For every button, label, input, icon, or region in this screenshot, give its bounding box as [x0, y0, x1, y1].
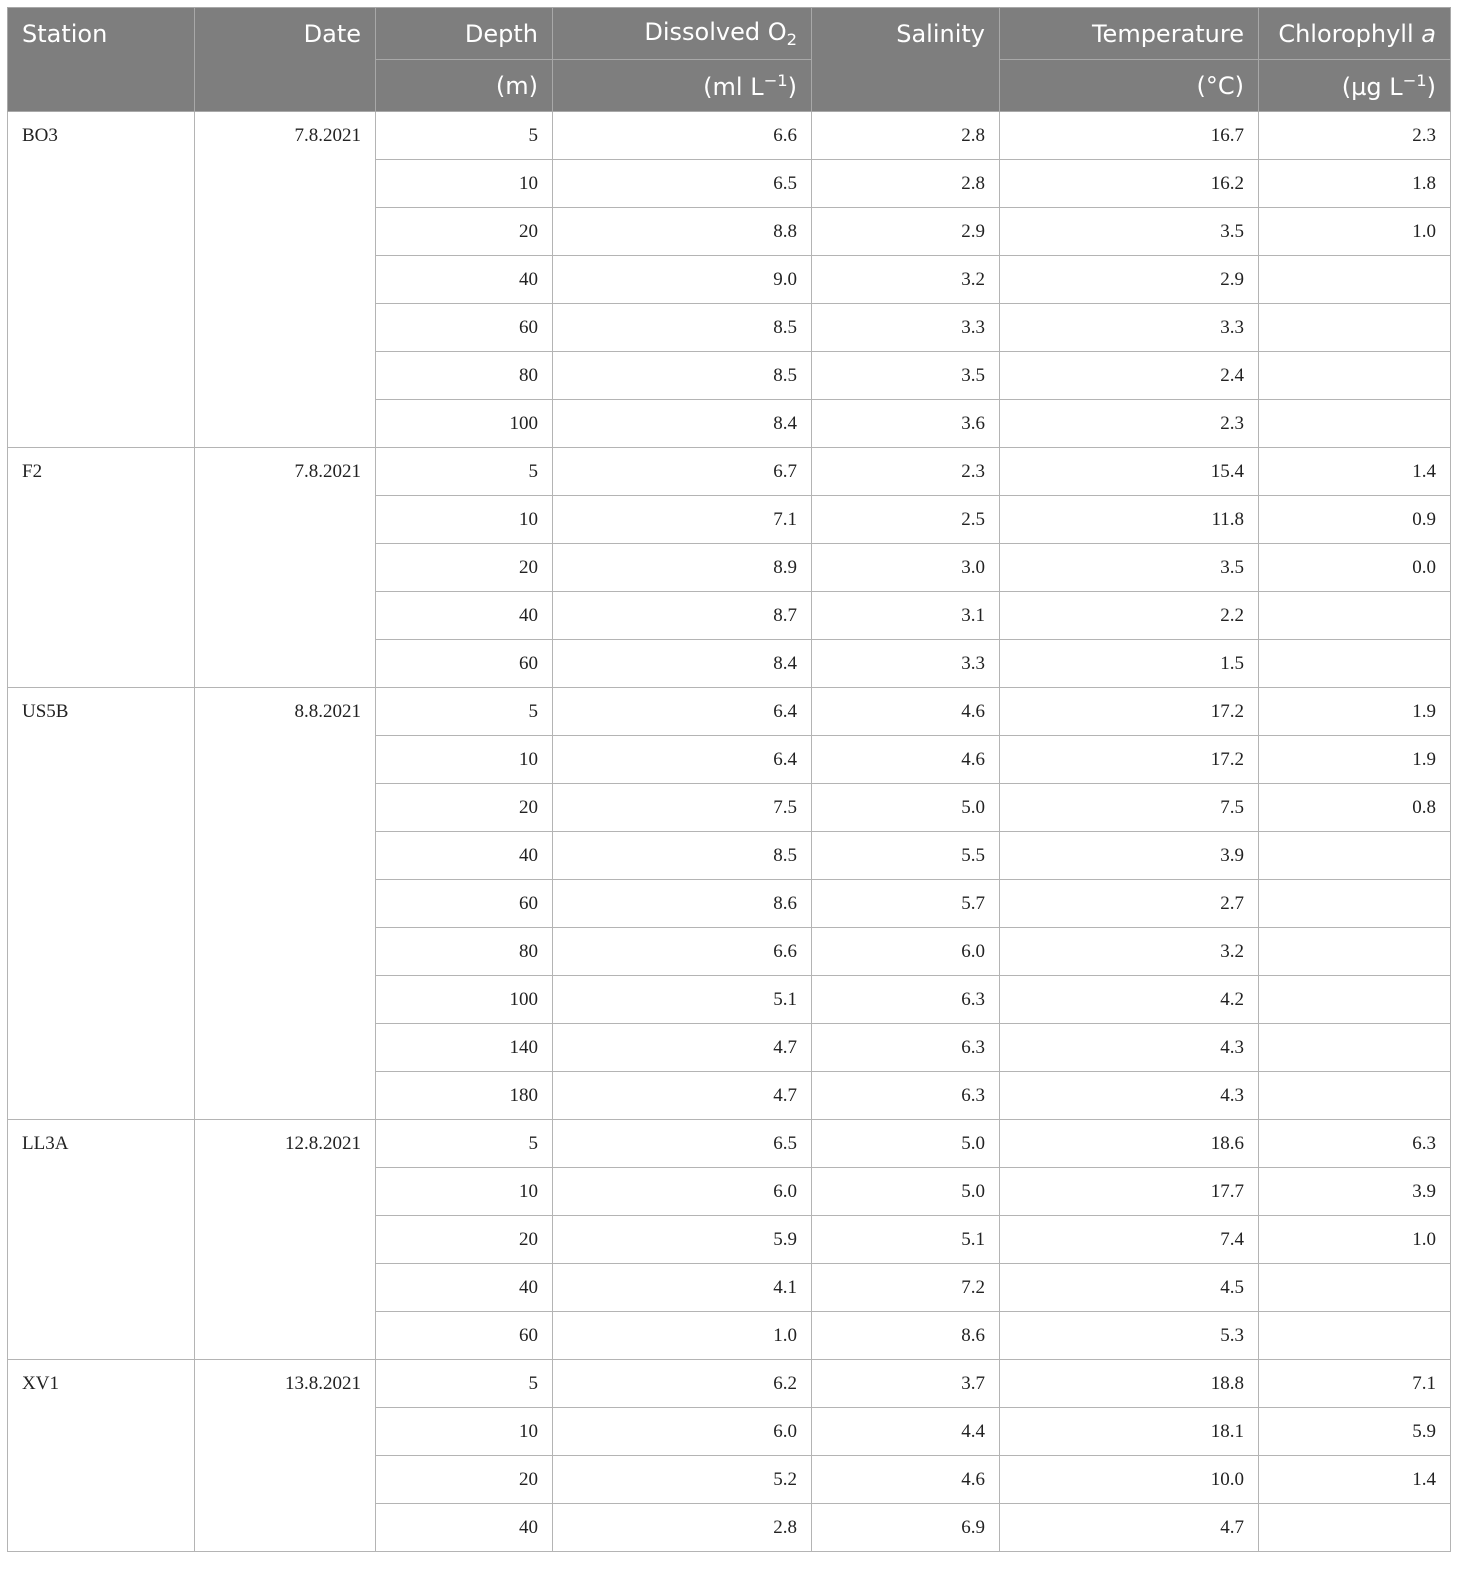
depth-cell: 40 [376, 1264, 553, 1312]
header-depth: Depth [376, 8, 553, 60]
depth-cell: 5 [376, 688, 553, 736]
chlorophyll-cell [1259, 304, 1451, 352]
temperature-cell: 4.5 [1000, 1264, 1259, 1312]
oxygen-cell: 5.1 [553, 976, 812, 1024]
chlorophyll-cell: 1.4 [1259, 448, 1451, 496]
oxygen-cell: 6.4 [553, 688, 812, 736]
temperature-cell: 18.6 [1000, 1120, 1259, 1168]
depth-cell: 10 [376, 160, 553, 208]
salinity-cell: 5.7 [812, 880, 1000, 928]
table-row [8, 448, 1451, 496]
oxygen-cell: 7.1 [553, 496, 812, 544]
temperature-cell: 17.7 [1000, 1168, 1259, 1216]
salinity-cell: 2.5 [812, 496, 1000, 544]
header-chlorophyll-unit-sup: −1 [1402, 70, 1427, 90]
depth-cell: 80 [376, 352, 553, 400]
depth-cell: 40 [376, 256, 553, 304]
header-oxygen-unit-sup: −1 [763, 70, 788, 90]
chlorophyll-cell: 0.0 [1259, 544, 1451, 592]
header-oxygen-unit [553, 60, 812, 112]
station-cell: LL3A [8, 1120, 195, 1360]
oxygen-cell: 9.0 [553, 256, 812, 304]
salinity-cell: 2.9 [812, 208, 1000, 256]
depth-cell: 20 [376, 544, 553, 592]
depth-cell: 5 [376, 1360, 553, 1408]
temperature-cell: 4.3 [1000, 1024, 1259, 1072]
salinity-cell: 3.3 [812, 640, 1000, 688]
table-row [8, 688, 1451, 736]
chlorophyll-cell: 1.9 [1259, 688, 1451, 736]
chlorophyll-cell: 2.3 [1259, 112, 1451, 160]
depth-cell: 20 [376, 208, 553, 256]
oxygen-cell: 6.7 [553, 448, 812, 496]
temperature-cell: 1.5 [1000, 640, 1259, 688]
header-chlorophyll-unit [1259, 60, 1451, 112]
chlorophyll-cell: 0.8 [1259, 784, 1451, 832]
depth-cell: 10 [376, 736, 553, 784]
date-cell: 7.8.2021 [195, 448, 376, 688]
header-chlorophyll-unit-a: (µg L [1341, 72, 1403, 101]
salinity-cell: 6.0 [812, 928, 1000, 976]
table-row [8, 1360, 1451, 1408]
chlorophyll-cell [1259, 880, 1451, 928]
salinity-cell: 3.1 [812, 592, 1000, 640]
temperature-cell: 4.3 [1000, 1072, 1259, 1120]
chlorophyll-cell [1259, 928, 1451, 976]
header-oxygen-unit-a: (ml L [703, 72, 764, 101]
chlorophyll-cell: 5.9 [1259, 1408, 1451, 1456]
chlorophyll-cell: 6.3 [1259, 1120, 1451, 1168]
temperature-cell: 17.2 [1000, 688, 1259, 736]
header-date: Date [195, 8, 376, 112]
data-table [7, 7, 1451, 1552]
oxygen-cell: 6.0 [553, 1168, 812, 1216]
chlorophyll-cell [1259, 352, 1451, 400]
chlorophyll-cell [1259, 1264, 1451, 1312]
chlorophyll-cell: 7.1 [1259, 1360, 1451, 1408]
header-chlorophyll-unit-b: ) [1426, 72, 1436, 101]
depth-cell: 180 [376, 1072, 553, 1120]
salinity-cell: 2.8 [812, 160, 1000, 208]
salinity-cell: 5.5 [812, 832, 1000, 880]
depth-cell: 40 [376, 1504, 553, 1552]
oxygen-cell: 8.4 [553, 400, 812, 448]
chlorophyll-cell [1259, 592, 1451, 640]
depth-cell: 60 [376, 880, 553, 928]
header-station: Station [8, 8, 195, 112]
oxygen-cell: 7.5 [553, 784, 812, 832]
salinity-cell: 2.8 [812, 112, 1000, 160]
oxygen-cell: 8.6 [553, 880, 812, 928]
chlorophyll-cell: 1.0 [1259, 1216, 1451, 1264]
oxygen-cell: 2.8 [553, 1504, 812, 1552]
chlorophyll-cell: 1.8 [1259, 160, 1451, 208]
depth-cell: 5 [376, 448, 553, 496]
temperature-cell: 16.2 [1000, 160, 1259, 208]
oxygen-cell: 6.2 [553, 1360, 812, 1408]
temperature-cell: 16.7 [1000, 112, 1259, 160]
header-row [8, 8, 1451, 60]
oxygen-cell: 8.5 [553, 304, 812, 352]
oxygen-cell: 4.7 [553, 1024, 812, 1072]
station-cell: BO3 [8, 112, 195, 448]
temperature-cell: 7.4 [1000, 1216, 1259, 1264]
header-chlorophyll-italic: a [1421, 19, 1436, 48]
salinity-cell: 2.3 [812, 448, 1000, 496]
salinity-cell: 4.4 [812, 1408, 1000, 1456]
salinity-cell: 6.9 [812, 1504, 1000, 1552]
depth-cell: 20 [376, 784, 553, 832]
header-oxygen-subscript: 2 [786, 29, 797, 49]
salinity-cell: 3.0 [812, 544, 1000, 592]
depth-cell: 60 [376, 304, 553, 352]
oxygen-cell: 8.5 [553, 352, 812, 400]
oxygen-cell: 6.6 [553, 112, 812, 160]
header-oxygen-unit-b: ) [787, 72, 797, 101]
temperature-cell: 2.7 [1000, 880, 1259, 928]
oxygen-cell: 6.4 [553, 736, 812, 784]
chlorophyll-cell: 1.4 [1259, 1456, 1451, 1504]
table-row [8, 1120, 1451, 1168]
temperature-cell: 10.0 [1000, 1456, 1259, 1504]
chlorophyll-cell [1259, 976, 1451, 1024]
chlorophyll-cell [1259, 1504, 1451, 1552]
salinity-cell: 5.0 [812, 1168, 1000, 1216]
chlorophyll-cell: 1.0 [1259, 208, 1451, 256]
oxygen-cell: 6.6 [553, 928, 812, 976]
depth-cell: 60 [376, 640, 553, 688]
date-cell: 13.8.2021 [195, 1360, 376, 1552]
depth-cell: 5 [376, 112, 553, 160]
temperature-cell: 3.2 [1000, 928, 1259, 976]
date-cell: 7.8.2021 [195, 112, 376, 448]
salinity-cell: 8.6 [812, 1312, 1000, 1360]
depth-cell: 40 [376, 592, 553, 640]
temperature-cell: 3.5 [1000, 544, 1259, 592]
header-oxygen-label: Dissolved O [644, 18, 787, 47]
temperature-cell: 18.1 [1000, 1408, 1259, 1456]
temperature-cell: 4.2 [1000, 976, 1259, 1024]
salinity-cell: 7.2 [812, 1264, 1000, 1312]
temperature-cell: 3.5 [1000, 208, 1259, 256]
salinity-cell: 5.1 [812, 1216, 1000, 1264]
chlorophyll-cell [1259, 832, 1451, 880]
temperature-cell: 4.7 [1000, 1504, 1259, 1552]
temperature-cell: 3.9 [1000, 832, 1259, 880]
temperature-cell: 17.2 [1000, 736, 1259, 784]
oxygen-cell: 6.5 [553, 1120, 812, 1168]
oxygen-cell: 8.4 [553, 640, 812, 688]
temperature-cell: 15.4 [1000, 448, 1259, 496]
depth-cell: 10 [376, 496, 553, 544]
temperature-cell: 7.5 [1000, 784, 1259, 832]
salinity-cell: 4.6 [812, 1456, 1000, 1504]
station-cell: F2 [8, 448, 195, 688]
temperature-cell: 2.9 [1000, 256, 1259, 304]
salinity-cell: 5.0 [812, 1120, 1000, 1168]
header-temperature: Temperature [1000, 8, 1259, 60]
salinity-cell: 3.6 [812, 400, 1000, 448]
table-header [8, 8, 1451, 112]
station-cell: US5B [8, 688, 195, 1120]
temperature-cell: 11.8 [1000, 496, 1259, 544]
depth-cell: 20 [376, 1216, 553, 1264]
date-cell: 12.8.2021 [195, 1120, 376, 1360]
salinity-cell: 3.7 [812, 1360, 1000, 1408]
header-salinity: Salinity [812, 8, 1000, 112]
header-depth-unit: (m) [376, 60, 553, 112]
header-chlorophyll [1259, 8, 1451, 60]
chlorophyll-cell [1259, 1312, 1451, 1360]
oxygen-cell: 5.2 [553, 1456, 812, 1504]
depth-cell: 60 [376, 1312, 553, 1360]
temperature-cell: 5.3 [1000, 1312, 1259, 1360]
depth-cell: 100 [376, 976, 553, 1024]
oxygen-cell: 8.7 [553, 592, 812, 640]
header-temperature-unit: (°C) [1000, 60, 1259, 112]
temperature-cell: 3.3 [1000, 304, 1259, 352]
chlorophyll-cell [1259, 1072, 1451, 1120]
header-oxygen [553, 8, 812, 60]
salinity-cell: 6.3 [812, 1072, 1000, 1120]
table-row [8, 112, 1451, 160]
chlorophyll-cell [1259, 640, 1451, 688]
oxygen-cell: 5.9 [553, 1216, 812, 1264]
depth-cell: 5 [376, 1120, 553, 1168]
chlorophyll-cell [1259, 256, 1451, 304]
chlorophyll-cell [1259, 400, 1451, 448]
salinity-cell: 6.3 [812, 976, 1000, 1024]
depth-cell: 10 [376, 1168, 553, 1216]
salinity-cell: 3.2 [812, 256, 1000, 304]
oxygen-cell: 4.1 [553, 1264, 812, 1312]
temperature-cell: 2.4 [1000, 352, 1259, 400]
chlorophyll-cell [1259, 1024, 1451, 1072]
depth-cell: 20 [376, 1456, 553, 1504]
salinity-cell: 6.3 [812, 1024, 1000, 1072]
chlorophyll-cell: 0.9 [1259, 496, 1451, 544]
depth-cell: 40 [376, 832, 553, 880]
oxygen-cell: 8.5 [553, 832, 812, 880]
depth-cell: 140 [376, 1024, 553, 1072]
depth-cell: 80 [376, 928, 553, 976]
station-cell: XV1 [8, 1360, 195, 1552]
oxygen-cell: 8.9 [553, 544, 812, 592]
chlorophyll-cell: 3.9 [1259, 1168, 1451, 1216]
table-body [8, 112, 1451, 1552]
salinity-cell: 3.5 [812, 352, 1000, 400]
depth-cell: 100 [376, 400, 553, 448]
date-cell: 8.8.2021 [195, 688, 376, 1120]
oxygen-cell: 1.0 [553, 1312, 812, 1360]
oxygen-cell: 8.8 [553, 208, 812, 256]
chlorophyll-cell: 1.9 [1259, 736, 1451, 784]
oxygen-cell: 6.0 [553, 1408, 812, 1456]
salinity-cell: 3.3 [812, 304, 1000, 352]
salinity-cell: 5.0 [812, 784, 1000, 832]
salinity-cell: 4.6 [812, 688, 1000, 736]
oxygen-cell: 4.7 [553, 1072, 812, 1120]
salinity-cell: 4.6 [812, 736, 1000, 784]
temperature-cell: 2.3 [1000, 400, 1259, 448]
oxygen-cell: 6.5 [553, 160, 812, 208]
header-chlorophyll-label: Chlorophyll [1278, 19, 1422, 48]
temperature-cell: 2.2 [1000, 592, 1259, 640]
temperature-cell: 18.8 [1000, 1360, 1259, 1408]
depth-cell: 10 [376, 1408, 553, 1456]
